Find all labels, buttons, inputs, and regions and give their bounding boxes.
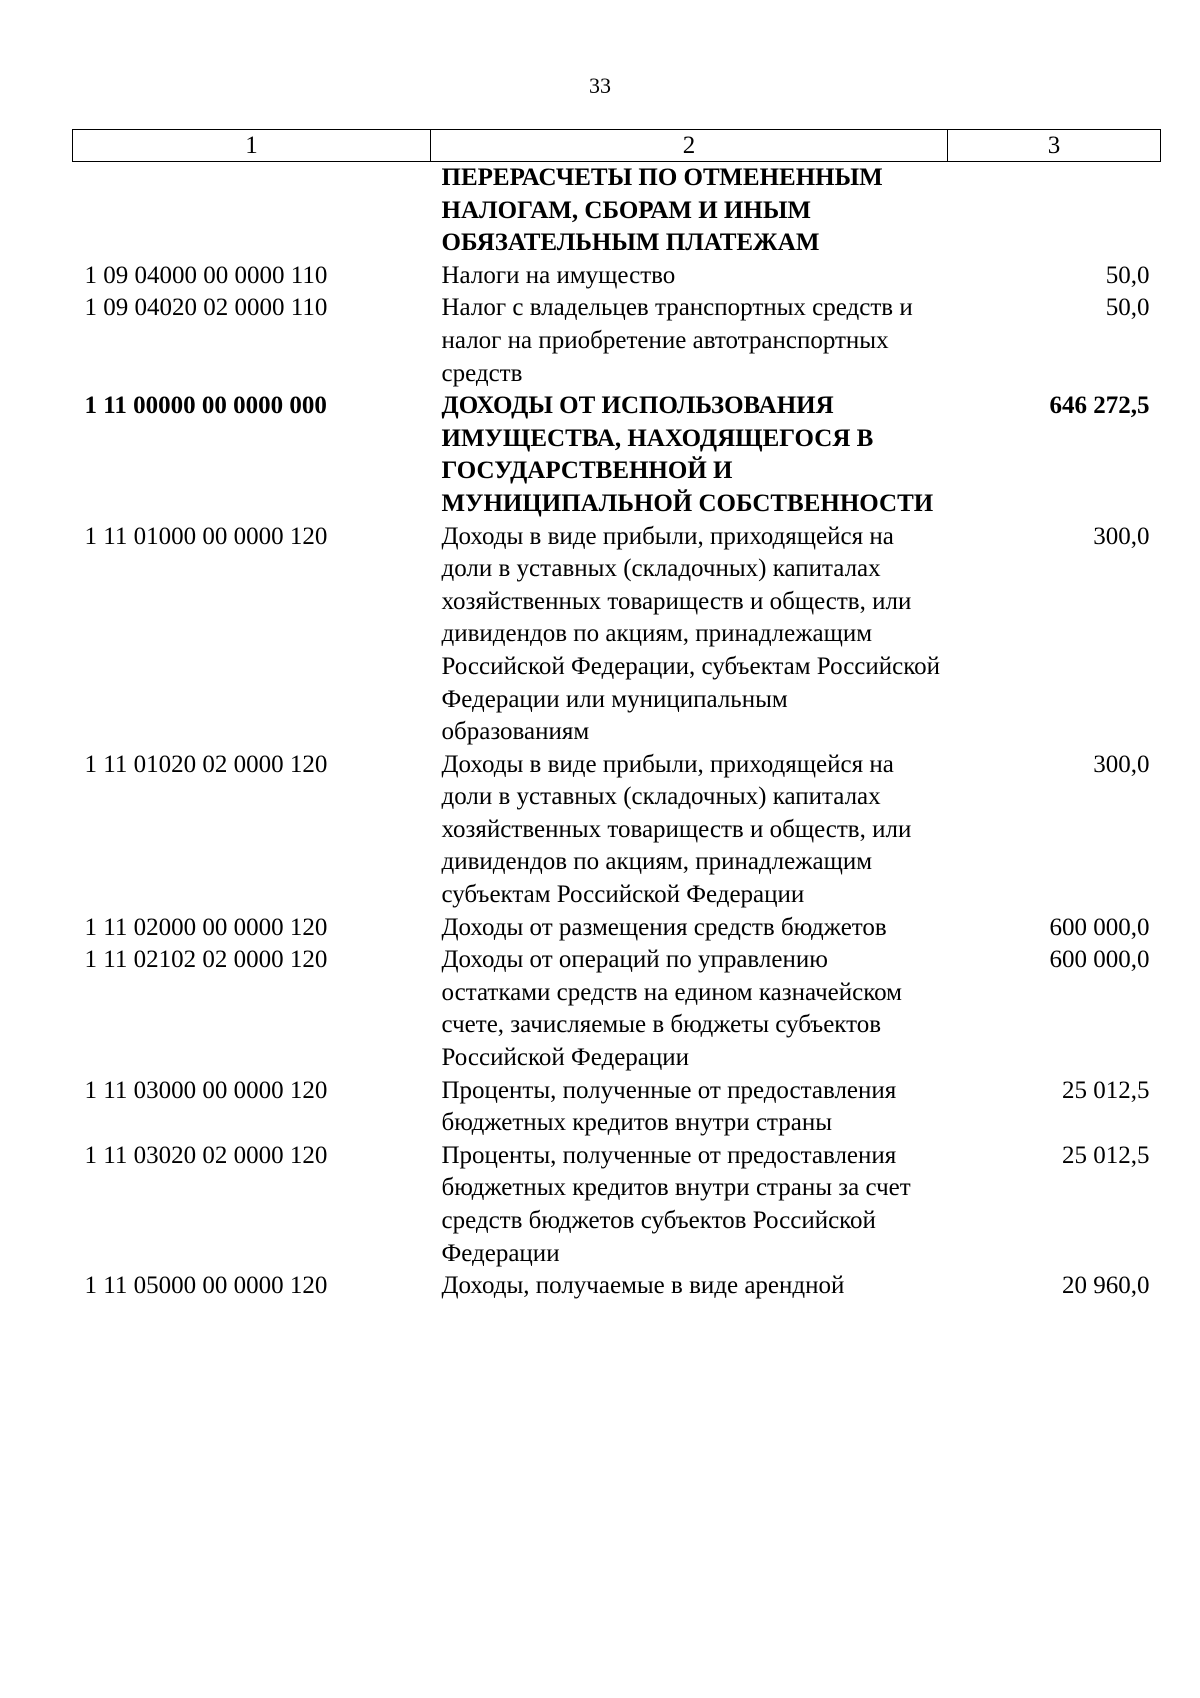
budget-code: 1 11 00000 00 0000 000: [84, 392, 327, 420]
amount: 50,0: [1105, 261, 1150, 289]
revenue-name: ДОХОДЫ ОТ ИСПОЛЬЗОВАНИЯ ИМУЩЕСТВА, НАХОДЯЩЕГОСЯ В ГОСУДАРСТВЕННОЙ И МУНИЦИПАЛЬНОЙ СОБСТВЕННОСТИ: [441, 392, 934, 517]
budget-code: 1 11 02000 00 0000 120: [84, 913, 328, 941]
table-row: [73, 749, 1161, 912]
revenue-name: ПЕРЕРАСЧЕТЫ ПО ОТМЕНЕННЫМ НАЛОГАМ, СБОРАМ И ИНЫМ ОБЯЗАТЕЛЬНЫМ ПЛАТЕЖАМ: [441, 164, 883, 257]
amount: 20 960,0: [1062, 1272, 1150, 1300]
revenue-name: Доходы, получаемые в виде арендной: [441, 1272, 845, 1300]
table-row: [73, 521, 1161, 749]
revenue-name: Доходы в виде прибыли, приходящейся на доли в уставных (складочных) капиталах хозяйственных товариществ и обществ, или дивидендов по акциям, принадлежащим субъектам Российской Федерации: [441, 750, 912, 909]
budget-code: 1 11 01020 02 0000 120: [84, 750, 328, 778]
header-row: [73, 130, 1161, 162]
header-col-2: 2: [431, 130, 948, 162]
table-row: [73, 1270, 1161, 1303]
table-row: [73, 260, 1161, 293]
budget-code: [73, 162, 431, 260]
table-row: [73, 390, 1161, 520]
page-number: 33: [589, 73, 611, 98]
amount: 646 272,5: [1049, 392, 1150, 420]
amount: 25 012,5: [1062, 1141, 1150, 1169]
budget-code: 1 11 02102 02 0000 120: [84, 946, 328, 974]
amount: 300,0: [1093, 522, 1150, 550]
revenue-name: Доходы в виде прибыли, приходящейся на доли в уставных (складочных) капиталах хозяйственных товариществ и обществ, или дивидендов по акциям, принадлежащим Российской Федерации, субъектам Российской Федерации или муниципальным образованиям: [441, 522, 940, 746]
amount: 300,0: [1093, 750, 1150, 778]
budget-code: 1 09 04000 00 0000 110: [84, 261, 328, 289]
table-row: [73, 944, 1161, 1074]
revenue-name: Доходы от операций по управлению остатками средств на едином казначейском счете, зачисляемые в бюджеты субъектов Российской Федерации: [441, 946, 902, 1072]
budget-code: 1 11 03020 02 0000 120: [84, 1141, 328, 1169]
revenue-name: Налог с владельцев транспортных средств и налог на приобретение автотранспортных средств: [441, 294, 913, 387]
header-col-1: 1: [73, 130, 431, 162]
revenue-name: Проценты, полученные от предоставления бюджетных кредитов внутри страны за счет средств бюджетов субъектов Российской Федерации: [441, 1141, 911, 1267]
table-header: [73, 130, 1161, 162]
amount: [948, 162, 1161, 260]
amount: 600 000,0: [1049, 946, 1150, 974]
budget-revenue-table: [72, 129, 1161, 1303]
revenue-name: Доходы от размещения средств бюджетов: [441, 913, 887, 941]
table-body: [73, 162, 1161, 1303]
amount: 50,0: [1105, 294, 1150, 322]
budget-code: 1 11 05000 00 0000 120: [84, 1272, 328, 1300]
amount: 600 000,0: [1049, 913, 1150, 941]
budget-code: 1 09 04020 02 0000 110: [84, 294, 328, 322]
budget-code: 1 11 03000 00 0000 120: [84, 1076, 328, 1104]
revenue-name: Проценты, полученные от предоставления бюджетных кредитов внутри страны: [441, 1076, 897, 1137]
budget-code: 1 11 01000 00 0000 120: [84, 522, 328, 550]
header-col-3: 3: [948, 130, 1161, 162]
table-row: [73, 1075, 1161, 1140]
table-row: [73, 162, 1161, 260]
revenue-name: Налоги на имущество: [441, 261, 676, 289]
table-row: [73, 912, 1161, 945]
table-row: [73, 1140, 1161, 1270]
amount: 25 012,5: [1062, 1076, 1150, 1104]
table-row: [73, 292, 1161, 390]
